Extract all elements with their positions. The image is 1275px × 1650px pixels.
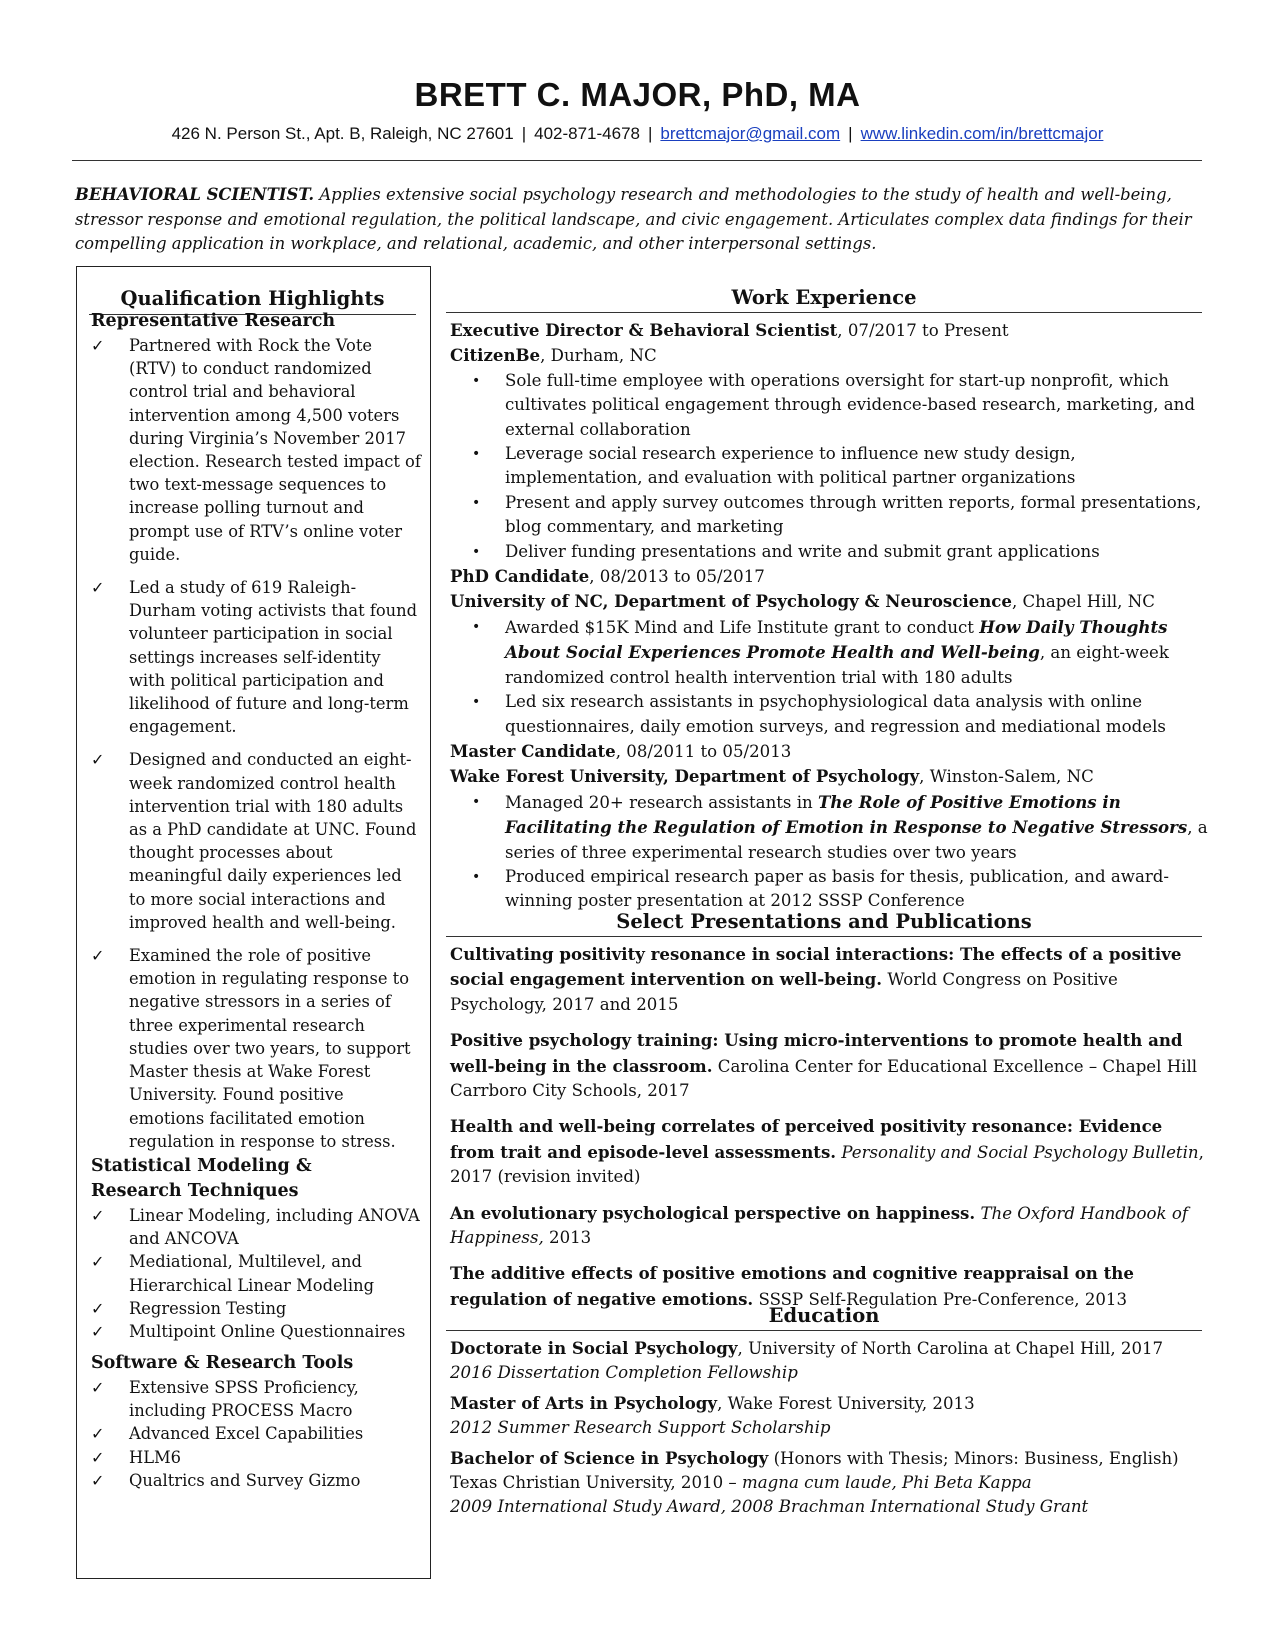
tools-item: ✓ Extensive SPSS Proficiency, including PROCESS Macro	[91, 1378, 359, 1421]
job-bullet: • Present and apply survey outcomes through written reports, formal presentations, blog commentary, and marketing	[472, 492, 1202, 537]
job-bullet: • Managed 20+ research assistants in The Role of Positive Emotions in Facilitating the Regulation of Emotion in Response to Negative Stressors, a series of three experimental research studies over two years	[472, 791, 1208, 862]
degree-line: Bachelor of Science in Psychology (Honors with Thesis; Minors: Business, English)	[450, 1447, 1179, 1468]
address: 426 N. Person St., Apt. B, Raleigh, NC 27601	[171, 124, 514, 143]
job-header: PhD Candidate, 08/2013 to 05/2017	[450, 566, 765, 587]
check-icon: ✓	[91, 1470, 105, 1490]
check-icon: ✓	[91, 1206, 105, 1225]
work-experience	[450, 318, 1210, 914]
header-rule	[72, 160, 1202, 161]
bullet-icon: •	[472, 618, 481, 635]
degree-honor: 2009 International Study Award, 2008 Brachman International Study Grant	[450, 1497, 1089, 1517]
bullet-icon: •	[472, 446, 481, 463]
qualification-box	[76, 266, 431, 1579]
job-bullet: • Led six research assistants in psychophysiological data analysis with online questionnaires, daily emotion surveys, and regression and mediational models	[472, 692, 1166, 736]
check-icon: ✓	[91, 1378, 105, 1397]
job-bullet: • Produced empirical research paper as basis for thesis, publication, and award-winning poster presentation at 2012 SSSP Conference	[472, 866, 1170, 911]
check-icon: ✓	[91, 1298, 105, 1318]
separator: |	[521, 124, 527, 143]
check-icon: ✓	[91, 1252, 105, 1272]
qualification-title: Qualification Highlights	[89, 287, 416, 315]
bullet-icon: •	[472, 694, 481, 711]
publication-item: An evolutionary psychological perspective on happiness. The Oxford Handbook of Happiness, 2013	[450, 1202, 1188, 1248]
degree-honor: 2016 Dissertation Completion Fellowship	[450, 1363, 798, 1383]
research-item: ✓ Led a study of 619 Raleigh-Durham voting activists that found volunteer participation in social settings increases self-identity with political participation and likelihood of future and long-term engagement.	[91, 578, 418, 737]
job-bullet: • Awarded $15K Mind and Life Institute grant to conduct How Daily Thoughts About Social Experiences Promote Health and Well-being, an eight-week randomized control health intervention trial with 180 adults	[472, 616, 1169, 687]
job-bullet: • Deliver funding presentations and write and submit grant applications	[450, 540, 1210, 564]
check-icon: ✓	[91, 1424, 105, 1444]
check-icon: ✓	[91, 946, 105, 966]
check-icon: ✓	[91, 1322, 105, 1342]
check-icon: ✓	[91, 750, 105, 770]
representative-research	[91, 309, 421, 1153]
phone: 402-871-4678	[534, 124, 640, 143]
degree-honor: 2012 Summer Research Support Scholarship	[450, 1418, 831, 1438]
stats-heading: Statistical Modeling &	[91, 1156, 312, 1176]
bullet-icon: •	[472, 793, 481, 810]
degree-line: Master of Arts in Psychology, Wake Forest University, 2013	[450, 1392, 975, 1413]
bullet-icon: •	[472, 543, 481, 560]
publication-item: Health and well-being correlates of perceived positivity resonance: Evidence from trait and episode-level assessments. Personality and Social Psychology Bulletin, 2017 (revision invited)	[450, 1116, 1204, 1187]
education-list	[450, 1336, 1210, 1520]
tools-item: ✓ HLM6	[91, 1446, 421, 1469]
separator: |	[848, 124, 853, 143]
email-link[interactable]: brettcmajor@gmail.com	[660, 124, 841, 143]
education-title: Education	[446, 1304, 1202, 1331]
stats-item: ✓ Regression Testing	[91, 1297, 421, 1320]
statistical-modeling	[91, 1154, 421, 1343]
stats-item: ✓ Multipoint Online Questionnaires	[91, 1320, 421, 1343]
publication-item: Positive psychology training: Using micro-interventions to promote health and well-being in the classroom. Carolina Center for Educational Excellence – Chapel Hill Carrboro City Schools, 2017	[450, 1030, 1198, 1101]
publication-item: Cultivating positivity resonance in social interactions: The effects of a positive social engagement intervention on well-being. World Congress on Positive Psychology, 2017 and 2015	[450, 944, 1182, 1014]
tools-item: ✓ Qualtrics and Survey Gizmo	[91, 1469, 421, 1492]
stats-item: ✓ Mediational, Multilevel, and Hierarchical Linear Modeling	[91, 1252, 374, 1295]
stats-item: ✓ Linear Modeling, including ANOVA and ANCOVA	[91, 1206, 420, 1249]
publications-list	[450, 942, 1210, 1323]
bullet-icon: •	[472, 868, 481, 885]
software-tools	[91, 1351, 421, 1492]
contact-line	[60, 124, 1215, 144]
bullet-icon: •	[472, 494, 481, 511]
publications-title: Select Presentations and Publications	[446, 910, 1202, 937]
job-org: CitizenBe, Durham, NC	[450, 345, 657, 366]
summary-text: Applies extensive social psychology research and methodologies to the study of health and well-being, stressor response and emotional regulation, the political landscape, and civic engagement. Articulates complex data findings for their compelling application in workplace, and relational, academic, and other interpersonal settings.	[75, 185, 1192, 253]
publication-item: The additive effects of positive emotions and cognitive reappraisal on the regulation of negative emotions. SSSP Self-Regulation Pre-Conference, 2013	[450, 1263, 1134, 1309]
research-heading: Representative Research	[91, 311, 336, 331]
tools-heading: Software & Research Tools	[91, 1353, 354, 1373]
job-header: Master Candidate, 08/2011 to 05/2013	[450, 740, 792, 761]
job-bullet: • Sole full-time employee with operations oversight for start-up nonprofit, which cultivates political engagement through evidence-based research, marketing, and external collaboration	[472, 370, 1195, 439]
work-experience-title: Work Experience	[446, 286, 1202, 313]
summary	[75, 183, 1210, 257]
stats-heading: Research Techniques	[91, 1181, 299, 1201]
summary-lead: BEHAVIORAL SCIENTIST.	[75, 185, 315, 204]
research-item: ✓ Partnered with Rock the Vote (RTV) to conduct randomized control trial and behavioral intervention among 4,500 voters during Virginia’s November 2017 election. Research tested impact of two text-message sequences to increase polling turnout and prompt use of RTV’s online voter guide.	[91, 336, 421, 564]
separator: |	[647, 124, 653, 143]
linkedin-link[interactable]: www.linkedin.com/in/brettcmajor	[860, 124, 1104, 143]
degree-school: Texas Christian University, 2010 – magna cum laude, Phi Beta Kappa	[450, 1473, 1032, 1493]
check-icon: ✓	[91, 578, 105, 598]
research-item: ✓ Examined the role of positive emotion in regulating response to negative stressors in a series of three experimental research studies over two years, to support Master thesis at Wake Forest University. Found positive emotions facilitated emotion regulation in response to stress.	[91, 946, 411, 1151]
degree-line: Doctorate in Social Psychology, University of North Carolina at Chapel Hill, 2017	[450, 1338, 1164, 1358]
job-bullet: • Leverage social research experience to influence new study design, implementation, and evaluation with political partner organizations	[472, 444, 1076, 488]
job-header: Executive Director & Behavioral Scientist, 07/2017 to Present	[450, 320, 1009, 340]
tools-item: ✓ Advanced Excel Capabilities	[91, 1422, 421, 1445]
check-icon: ✓	[91, 1447, 105, 1467]
bullet-icon: •	[472, 372, 481, 389]
job-org: Wake Forest University, Department of Psychology, Winston-Salem, NC	[450, 766, 1094, 787]
check-icon: ✓	[91, 336, 105, 355]
job-org: University of NC, Department of Psychology & Neuroscience, Chapel Hill, NC	[450, 591, 1155, 612]
resume-name: BRETT C. MAJOR, PhD, MA	[414, 76, 861, 113]
research-item: ✓ Designed and conducted an eight-week randomized control health intervention trial with 180 adults as a PhD candidate at UNC. Found thought processes about meaningful daily experiences led to more social interactions and improved health and well-being.	[91, 750, 417, 932]
